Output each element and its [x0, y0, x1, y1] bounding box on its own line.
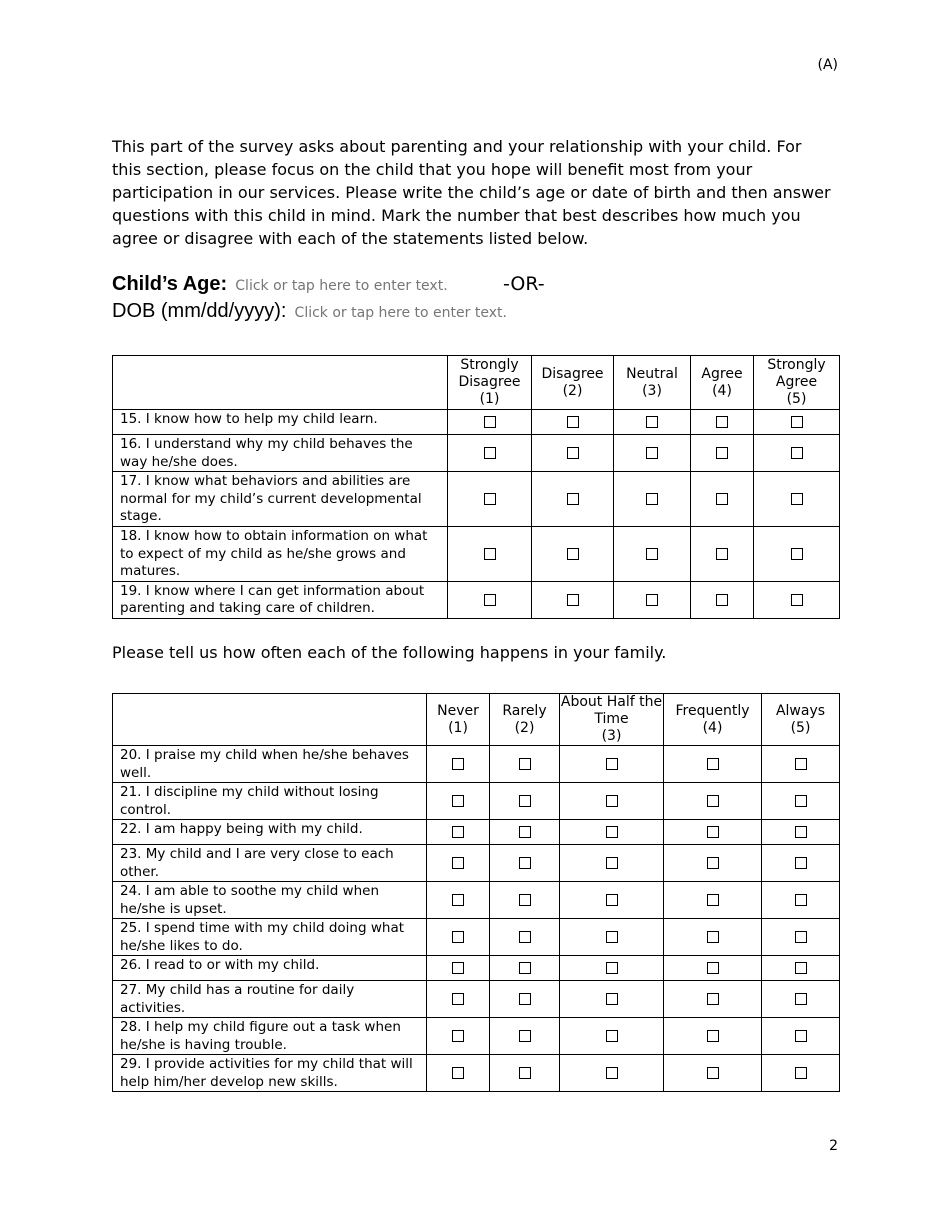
column-value: (4): [712, 382, 732, 399]
checkbox[interactable]: [716, 416, 728, 428]
answer-cell: [532, 435, 614, 472]
answer-cell: [614, 410, 691, 435]
checkbox[interactable]: [707, 857, 719, 869]
checkbox[interactable]: [716, 548, 728, 560]
answer-cell: [762, 845, 840, 882]
answer-cell: [762, 919, 840, 956]
checkbox[interactable]: [452, 931, 464, 943]
checkbox[interactable]: [519, 894, 531, 906]
child-age-input[interactable]: Click or tap here to enter text.: [235, 278, 448, 294]
checkbox[interactable]: [519, 962, 531, 974]
answer-cell: [427, 1018, 490, 1055]
checkbox[interactable]: [791, 493, 803, 505]
column-header: [664, 694, 762, 746]
checkbox[interactable]: [452, 857, 464, 869]
question-text: 21. I discipline my child without losing control.: [113, 783, 427, 820]
checkbox[interactable]: [606, 857, 618, 869]
column-header: [427, 694, 490, 746]
answer-cell: [762, 746, 840, 783]
column-value: (1): [448, 719, 468, 736]
checkbox[interactable]: [519, 826, 531, 838]
checkbox[interactable]: [567, 594, 579, 606]
question-text: 17. I know what behaviors and abilities are normal for my child’s current developmental stage.: [113, 472, 448, 527]
question-text: 26. I read to or with my child.: [113, 956, 427, 981]
table-row: [113, 783, 840, 820]
answer-cell: [664, 746, 762, 783]
checkbox[interactable]: [707, 795, 719, 807]
column-label: Neutral: [626, 365, 678, 382]
answer-cell: [762, 783, 840, 820]
checkbox[interactable]: [452, 962, 464, 974]
answer-cell: [762, 1055, 840, 1092]
answer-cell: [427, 882, 490, 919]
checkbox[interactable]: [484, 493, 496, 505]
answer-cell: [490, 919, 560, 956]
checkbox[interactable]: [795, 962, 807, 974]
answer-cell: [532, 472, 614, 527]
answer-cell: [691, 410, 754, 435]
checkbox[interactable]: [795, 931, 807, 943]
answer-cell: [490, 882, 560, 919]
page-number: 2: [829, 1138, 838, 1154]
answer-cell: [614, 527, 691, 582]
answer-cell: [560, 919, 664, 956]
answer-cell: [664, 981, 762, 1018]
answer-cell: [532, 410, 614, 435]
answer-cell: [448, 435, 532, 472]
dob-row: [112, 300, 832, 328]
answer-cell: [691, 581, 754, 618]
answer-cell: [490, 956, 560, 981]
table-row: [113, 527, 840, 582]
checkbox[interactable]: [567, 416, 579, 428]
column-value: (3): [601, 728, 622, 744]
checkbox[interactable]: [452, 795, 464, 807]
checkbox[interactable]: [716, 594, 728, 606]
checkbox[interactable]: [707, 826, 719, 838]
column-label: Rarely: [502, 702, 547, 719]
answer-cell: [664, 1055, 762, 1092]
family-frequency-table: [112, 693, 840, 1092]
checkbox[interactable]: [791, 548, 803, 560]
answer-cell: [762, 820, 840, 845]
checkbox[interactable]: [646, 493, 658, 505]
question-text: 19. I know where I can get information about parenting and taking care of children.: [113, 581, 448, 618]
checkbox[interactable]: [519, 1030, 531, 1042]
parenting-knowledge-table: [112, 355, 840, 619]
checkbox[interactable]: [707, 962, 719, 974]
checkbox[interactable]: [795, 795, 807, 807]
checkbox[interactable]: [606, 1030, 618, 1042]
column-label: Strongly Agree: [767, 357, 826, 390]
answer-cell: [448, 581, 532, 618]
checkbox[interactable]: [452, 1030, 464, 1042]
question-text: 18. I know how to obtain information on what to expect of my child as he/she grows and matures.: [113, 527, 448, 582]
answer-cell: [490, 820, 560, 845]
answer-cell: [532, 527, 614, 582]
answer-cell: [560, 882, 664, 919]
answer-cell: [664, 783, 762, 820]
checkbox[interactable]: [716, 493, 728, 505]
answer-cell: [490, 1055, 560, 1092]
answer-cell: [754, 527, 840, 582]
column-label: Frequently: [675, 702, 750, 719]
table-row: [113, 845, 840, 882]
table-row: [113, 1055, 840, 1092]
child-age-label: Child’s Age:: [112, 273, 228, 295]
answer-cell: [560, 845, 664, 882]
question-text: 27. My child has a routine for daily activities.: [113, 981, 427, 1018]
column-header: [490, 694, 560, 746]
checkbox[interactable]: [606, 826, 618, 838]
column-label: Always: [775, 702, 826, 719]
answer-cell: [754, 472, 840, 527]
checkbox[interactable]: [791, 594, 803, 606]
answer-cell: [427, 981, 490, 1018]
answer-cell: [754, 410, 840, 435]
table-row: [113, 746, 840, 783]
answer-cell: [427, 746, 490, 783]
answer-cell: [560, 956, 664, 981]
answer-cell: [532, 581, 614, 618]
column-label: Disagree: [541, 365, 604, 382]
answer-cell: [614, 435, 691, 472]
checkbox[interactable]: [452, 1067, 464, 1079]
checkbox[interactable]: [519, 758, 531, 770]
answer-cell: [754, 435, 840, 472]
column-label: Agree: [701, 365, 743, 382]
checkbox[interactable]: [716, 447, 728, 459]
checkbox[interactable]: [795, 826, 807, 838]
answer-cell: [427, 919, 490, 956]
checkbox[interactable]: [795, 993, 807, 1005]
checkbox[interactable]: [707, 1067, 719, 1079]
checkbox[interactable]: [646, 447, 658, 459]
checkbox[interactable]: [791, 416, 803, 428]
checkbox[interactable]: [795, 894, 807, 906]
question-text: 15. I know how to help my child learn.: [113, 410, 448, 435]
checkbox[interactable]: [606, 795, 618, 807]
column-value: (4): [702, 719, 723, 736]
answer-cell: [427, 783, 490, 820]
table-row: [113, 410, 840, 435]
question-text: 20. I praise my child when he/she behaves well.: [113, 746, 427, 783]
answer-cell: [560, 1055, 664, 1092]
answer-cell: [490, 981, 560, 1018]
answer-cell: [560, 1018, 664, 1055]
answer-cell: [664, 1018, 762, 1055]
checkbox[interactable]: [567, 447, 579, 459]
checkbox[interactable]: [795, 1067, 807, 1079]
question-text: 29. I provide activities for my child that will help him/her develop new skills.: [113, 1055, 427, 1092]
checkbox[interactable]: [452, 758, 464, 770]
question-text: 16. I understand why my child behaves the way he/she does.: [113, 435, 448, 472]
column-label: Strongly Disagree: [458, 357, 521, 390]
answer-cell: [614, 472, 691, 527]
answer-cell: [691, 435, 754, 472]
checkbox[interactable]: [519, 993, 531, 1005]
checkbox[interactable]: [606, 962, 618, 974]
checkbox[interactable]: [606, 758, 618, 770]
table-header-row: [113, 694, 840, 746]
question-column-header: [113, 694, 427, 746]
column-value: (3): [642, 382, 662, 399]
answer-cell: [691, 472, 754, 527]
checkbox[interactable]: [707, 1030, 719, 1042]
answer-cell: [490, 783, 560, 820]
dob-label: DOB (mm/dd/yyyy):: [112, 300, 287, 322]
table-row: [113, 956, 840, 981]
answer-cell: [490, 746, 560, 783]
column-header: [754, 356, 840, 410]
checkbox[interactable]: [707, 758, 719, 770]
checkbox[interactable]: [452, 826, 464, 838]
checkbox[interactable]: [606, 993, 618, 1005]
checkbox[interactable]: [567, 548, 579, 560]
checkbox[interactable]: [484, 548, 496, 560]
question-text: 25. I spend time with my child doing what he/she likes to do.: [113, 919, 427, 956]
answer-cell: [490, 1018, 560, 1055]
answer-cell: [664, 882, 762, 919]
answer-cell: [762, 981, 840, 1018]
table-header-row: [113, 356, 840, 410]
question-text: 23. My child and I are very close to each other.: [113, 845, 427, 882]
checkbox[interactable]: [795, 857, 807, 869]
checkbox[interactable]: [795, 758, 807, 770]
answer-cell: [560, 820, 664, 845]
question-text: 28. I help my child figure out a task when he/she is having trouble.: [113, 1018, 427, 1055]
column-label: Never: [437, 702, 479, 719]
table-row: [113, 581, 840, 618]
checkbox[interactable]: [707, 993, 719, 1005]
question-text: 22. I am happy being with my child.: [113, 820, 427, 845]
column-value: (2): [562, 382, 583, 399]
answer-cell: [560, 746, 664, 783]
checkbox[interactable]: [646, 548, 658, 560]
table-row: [113, 435, 840, 472]
answer-cell: [448, 410, 532, 435]
checkbox[interactable]: [795, 1030, 807, 1042]
answer-cell: [614, 581, 691, 618]
answer-cell: [664, 845, 762, 882]
answer-cell: [448, 472, 532, 527]
answer-cell: [664, 919, 762, 956]
answer-cell: [448, 527, 532, 582]
column-value: (5): [790, 719, 811, 736]
intro-paragraph: This part of the survey asks about parenting and your relationship with your child. For this section, please focus on the child that you hope will benefit most from your participation in our services. Please write the child’s age or date of birth and then answer questions with this child in mind. Mark the number that best describes how much you agree or disagree with each of the statements listed below.: [112, 137, 831, 248]
column-label: About Half the Time: [560, 694, 663, 727]
table-row: [113, 919, 840, 956]
checkbox[interactable]: [452, 894, 464, 906]
column-header: [448, 356, 532, 410]
checkbox[interactable]: [484, 594, 496, 606]
checkbox[interactable]: [519, 795, 531, 807]
table-row: [113, 1018, 840, 1055]
answer-cell: [427, 1055, 490, 1092]
checkbox[interactable]: [484, 447, 496, 459]
or-separator: -OR-: [503, 273, 545, 295]
checkbox[interactable]: [606, 894, 618, 906]
column-header: [532, 356, 614, 410]
dob-input[interactable]: Click or tap here to enter text.: [294, 305, 507, 321]
answer-cell: [691, 527, 754, 582]
checkbox[interactable]: [519, 857, 531, 869]
answer-cell: [427, 845, 490, 882]
answer-cell: [427, 956, 490, 981]
form-version-label: (A): [817, 57, 838, 73]
column-header: [560, 694, 664, 746]
child-age-row: [112, 273, 832, 301]
answer-cell: [762, 1018, 840, 1055]
checkbox[interactable]: [519, 1067, 531, 1079]
answer-cell: [762, 882, 840, 919]
column-value: (2): [514, 719, 535, 736]
column-value: (1): [479, 391, 500, 407]
answer-cell: [560, 783, 664, 820]
table-row: [113, 981, 840, 1018]
checkbox[interactable]: [519, 931, 531, 943]
section-prompt: Please tell us how often each of the following happens in your family.: [112, 643, 667, 662]
question-column-header: [113, 356, 448, 410]
checkbox[interactable]: [707, 931, 719, 943]
checkbox[interactable]: [606, 1067, 618, 1079]
column-header: [614, 356, 691, 410]
table-row: [113, 472, 840, 527]
table-row: [113, 820, 840, 845]
checkbox[interactable]: [707, 894, 719, 906]
checkbox[interactable]: [606, 931, 618, 943]
column-header: [691, 356, 754, 410]
checkbox[interactable]: [646, 416, 658, 428]
column-header: [762, 694, 840, 746]
answer-cell: [664, 820, 762, 845]
checkbox[interactable]: [484, 416, 496, 428]
column-value: (5): [786, 391, 807, 407]
answer-cell: [427, 820, 490, 845]
checkbox[interactable]: [452, 993, 464, 1005]
question-text: 24. I am able to soothe my child when he/she is upset.: [113, 882, 427, 919]
answer-cell: [762, 956, 840, 981]
table-row: [113, 882, 840, 919]
checkbox[interactable]: [567, 493, 579, 505]
answer-cell: [560, 981, 664, 1018]
checkbox[interactable]: [791, 447, 803, 459]
answer-cell: [664, 956, 762, 981]
answer-cell: [490, 845, 560, 882]
checkbox[interactable]: [646, 594, 658, 606]
answer-cell: [754, 581, 840, 618]
